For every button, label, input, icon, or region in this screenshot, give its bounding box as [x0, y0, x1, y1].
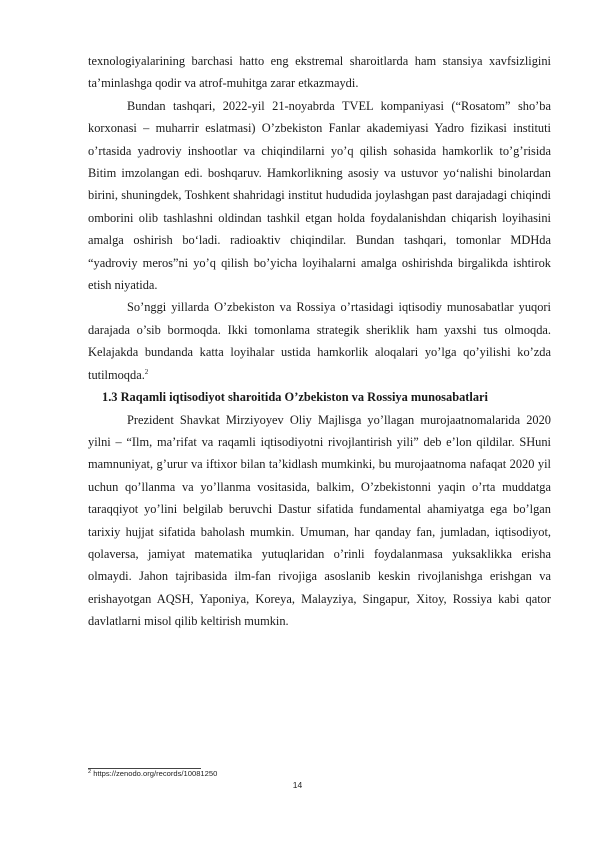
paragraph-economic-relations: [88, 296, 551, 386]
footnote-mark: 2: [88, 769, 92, 775]
footnote-reference[interactable]: 2: [144, 367, 149, 376]
section-heading: 1.3 Raqamli iqtisodiyot sharoitida O’zbekiston va Rossiya munosabatlari: [102, 390, 488, 405]
footnote: [88, 769, 217, 779]
body-text: [88, 50, 551, 633]
paragraph-president-address: Prezident Shavkat Mirziyoyev Oliy Majlisga yo’llagan murojaatnomalarida 2020 yilni – “Ilm, ma’rifat va raqamli iqtisodiyotni rivojlantirish yili” deb e’lon qildilar. SHuni mamnuniyat, g’urur va iftixor bilan ta’kidlash mumkinki, bu murojaatnoma nafaqat 2020 yil uchun qo’llanma va yo’llanma vositasida, balkim, O’zbekistonni yaqin o’rta muddatga taraqqiyot yo’lini belgilab beruvchi Dastur sifatida fundamental ahamiyatga ega bo’lgan tarixiy hujjat sifatida baholash mumkin. Umuman, har qanday fan, jumladan, iqtisodiyot, qolaversa, jamiyat matematika yutuqlaridan o’rinli foydalanmasa yuksaklikka erisha olmaydi. Jahon tajribasida ilm-fan rivojiga asoslanib keskin rivojlanishga erishgan va erishayotgan AQSH, Yaponiya, Koreya, Malayziya, Singapur, Xitoy, Rossiya kabi qator davlatlarni misol qilib keltirish mumkin.: [88, 412, 551, 629]
paragraph-tvel-agreement: Bundan tashqari, 2022-yil 21-noyabrda TVEL kompaniyasi (“Rosatom” sho’ba korxonasi – muharrir eslatmasi) O’zbekiston Fanlar akademiyasi Yadro fizikasi instituti o’rtasida yadroviy inshootlar va chiqindilarni yo’q qilish sohasida hamkorlik to’g’risida Bitim imzolangan edi. boshqaruv. Hamkorlikning asosiy va ustuvor yo‘nalishi binolardan birini, shuningdek, Toshkent shahridagi institut hududida joylashgan past darajadagi chiqindi omborini olib tashlashni oldindan tashkil etgan holda foydalanishdan chiqarish loyihasini amalga oshirish bo‘ladi. radioaktiv chiqindilar. Bundan tashqari, tomonlar MDHda “yadroviy meros”ni yo’q qilish bo’yicha loyihalarni amalga oshirishda birgalikda ishtirok etish niyatida.: [88, 98, 551, 293]
paragraph-economic-relations-text: So’nggi yillarda O’zbekiston va Rossiya o’rtasidagi iqtisodiy munosabatlar yuqori darajada o’sib bormoqda. Ikki tomonlama strategik sheriklik ham yaxshi tus olmoqda. Kelajakda bundanda katta loyihalar ustida hamkorlik aloqalari yo’lga qo’yilishi ko’zda tutilmoqda.: [88, 300, 551, 382]
footnote-link[interactable]: https://zenodo.org/records/10081250: [93, 769, 218, 778]
page-number: 14: [292, 780, 303, 790]
paragraph-continuation: texnologiyalarining barchasi hatto eng ekstremal sharoitlarda ham stansiya xavfsizligini ta’minlashga qodir va atrof-muhitga zarar etkazmaydi.: [88, 54, 551, 91]
